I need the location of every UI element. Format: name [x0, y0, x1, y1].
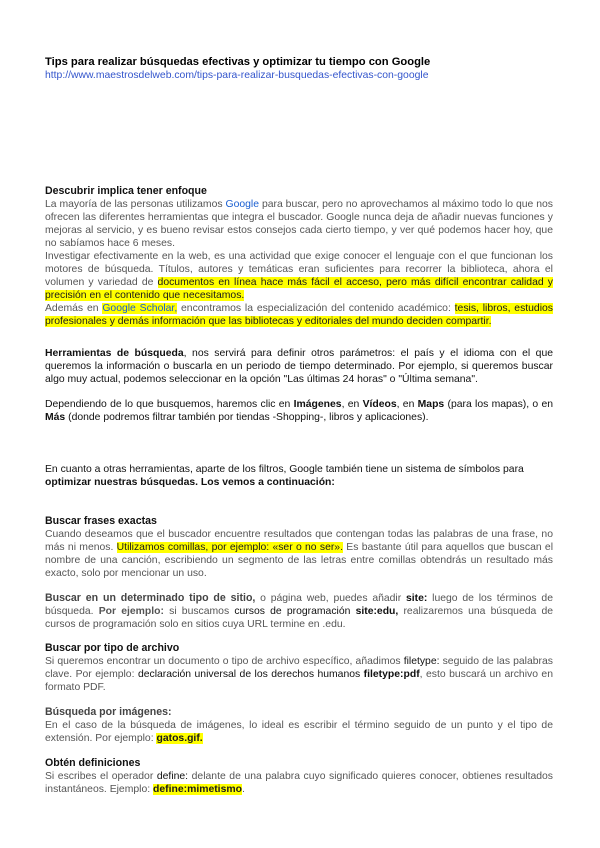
paragraph: Herramientas de búsqueda, nos servirá para definir otros parámetros: el país y el idioma con el que queremos la información o buscarla en un periodo de tiempo determinado. Por ejemplo, si queremos buscar algo muy actual, podemos seleccionar en la opción "Las últimas 24 horas" o "Última semana".	[45, 348, 553, 385]
section-heading: Buscar en un determinado tipo de sitio,	[45, 592, 256, 604]
google-scholar-link[interactable]: Google Scholar,	[102, 303, 178, 314]
highlighted-text: Utilizamos comillas, por ejemplo: «ser o no ser».	[116, 542, 343, 553]
paragraph-bold: optimizar nuestras búsquedas. Los vemos a continuación:	[45, 477, 335, 488]
section-heading: Búsqueda por imágenes:	[45, 706, 172, 718]
paragraph: Si queremos encontrar un documento o tipo de archivo específico, añadimos filetype: seguido de las palabras clave. Por ejemplo: declaración universal de los derechos humanos filetype:pdf, esto buscará un archivo en formato PDF.	[45, 656, 553, 693]
section-heading: Obtén definiciones	[45, 757, 141, 769]
paragraph: Dependiendo de lo que busquemos, haremos clic en Imágenes, en Vídeos, en Maps (para los mapas), o en Más (donde podremos filtrar también por tiendas -Shopping-, libros y aplicaciones).	[45, 399, 553, 423]
section-heading: Buscar por tipo de archivo	[45, 642, 180, 654]
section-herramientas	[45, 347, 553, 386]
section-frases-exactas	[45, 515, 553, 580]
highlighted-text: define:mimetismo	[153, 784, 242, 795]
source-url[interactable]: http://www.maestrosdelweb.com/tips-para-realizar-busquedas-efectivas-con-google	[45, 70, 429, 81]
section-tipo-archivo	[45, 642, 553, 694]
highlighted-text: documentos en línea hace más fácil el acceso, pero más difícil encontrar calidad y precisión en el contenido que necesitamos.	[45, 277, 553, 301]
paragraph: Cuando deseamos que el buscador encuentre resultados que contengan todas las palabras de una frase, no más ni menos. Utilizamos comillas, por ejemplo: «ser o no ser». Es bastante útil para aquellos que buscan el nombre de una canción, escribiendo un segmento de las letras entre comillas obtendrás un resultado más exacto, solo por mencionar un uso.	[45, 529, 553, 579]
document-title: Tips para realizar búsquedas efectivas y optimizar tu tiempo con Google	[45, 56, 431, 68]
section-definiciones	[45, 757, 553, 796]
section-imagenes	[45, 706, 553, 745]
document-header	[45, 56, 553, 82]
section-simbolos	[45, 463, 553, 489]
paragraph: Si escribes el operador define: delante de una palabra cuyo significado quieres conocer, obtienes resultados instantáneos. Ejemplo: define:mimetismo.	[45, 771, 553, 795]
paragraph: La mayoría de las personas utilizamos Google para buscar, pero no aprovechamos al máximo todo lo que nos ofrecen las diferentes herramientas que integra el buscador. Google nunca deja de añadir nuevas funciones y mejoras al servicio, y es bueno revisar estos consejos cada cierto tiempo, y ver qué podemos hacer hoy, que no sabíamos hace 6 meses.	[45, 199, 553, 249]
paragraph: En el caso de la búsqueda de imágenes, lo ideal es escribir el término seguido de un punto y el tipo de extensión. Por ejemplo: gatos.gif.	[45, 720, 553, 744]
paragraph: Buscar en un determinado tipo de sitio, o página web, puedes añadir site: luego de los términos de búsqueda. Por ejemplo: si buscamos cursos de programación site:edu, realizaremos una búsqueda de cursos de programación solo en sitios cuya URL termine en .edu.	[45, 592, 554, 630]
section-heading: Descubrir implica tener enfoque	[45, 185, 207, 197]
paragraph: En cuanto a otras herramientas, aparte de los filtros, Google también tiene un sistema de símbolos para	[45, 464, 524, 475]
google-link[interactable]: Google	[225, 199, 260, 210]
section-enfoque	[45, 185, 553, 328]
paragraph: Investigar efectivamente en la web, es una actividad que exige conocer el lenguaje con el que funcionan los motores de búsqueda. Títulos, autores y temáticas eran suficientes para recorrer la biblioteca, ahora el volumen y variedad de documentos en línea hace más fácil el acceso, pero más difícil encontrar calidad y precisión en el contenido que necesitamos.	[45, 251, 553, 301]
paragraph: Además en Google Scholar, encontramos la especialización del contenido académico: tesis, libros, estudios profesionales y demás información que las bibliotecas y editoriales del mundo deciden compartir.	[45, 303, 553, 327]
highlighted-text: gatos.gif.	[156, 733, 203, 744]
highlighted-text: tesis, libros, estudios profesionales y demás información que las bibliotecas y editoriales del mundo deciden compartir.	[45, 303, 553, 327]
section-heading: Buscar frases exactas	[45, 515, 157, 527]
section-tipo-sitio	[45, 592, 553, 631]
section-filtros	[45, 398, 553, 424]
